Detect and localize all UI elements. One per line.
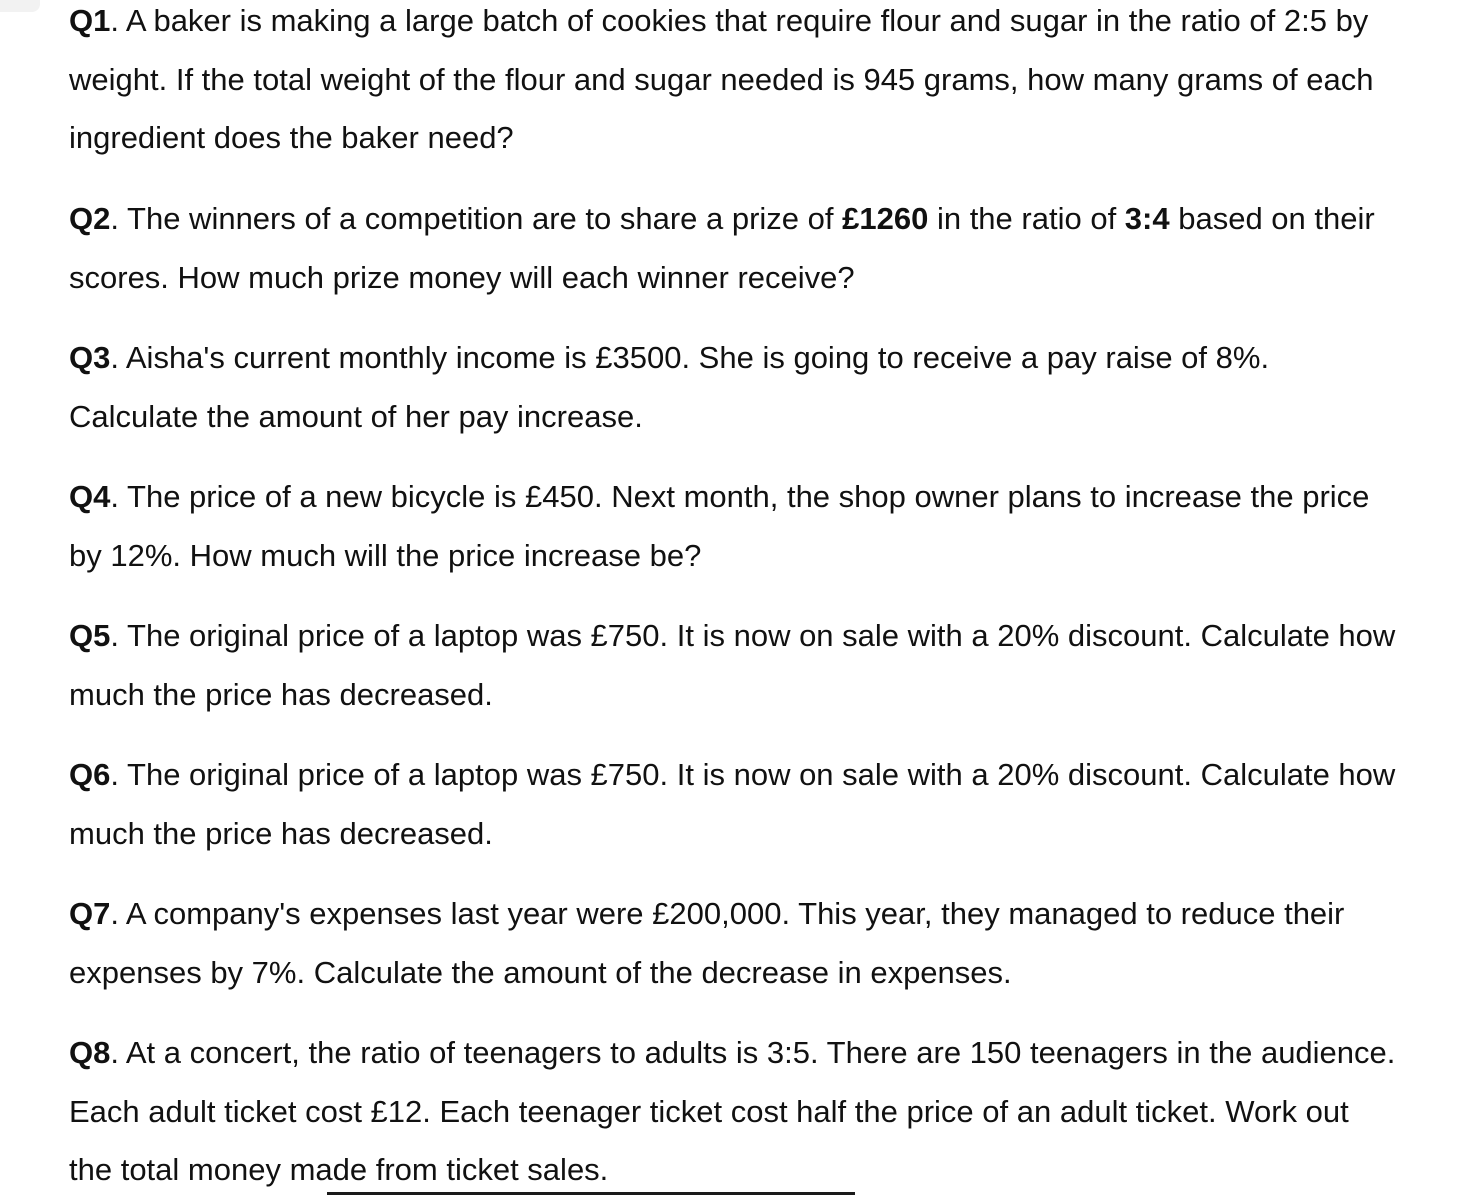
question-1 <box>69 0 1399 168</box>
question-text: . The winners of a competition are to share a prize of <box>110 201 843 236</box>
question-label: Q7 <box>69 896 111 931</box>
question-5 <box>69 607 1399 724</box>
question-label: Q3 <box>69 340 111 375</box>
question-text: . Aisha's current monthly income is £3500. She is going to receive a pay raise of 8%. Calculate the amount of her pay increase. <box>69 340 1270 434</box>
question-8 <box>69 1024 1399 1196</box>
question-label: Q8 <box>69 1035 111 1070</box>
question-2 <box>69 190 1399 307</box>
question-label: Q4 <box>69 479 111 514</box>
question-text: . At a concert, the ratio of teenagers to adults is 3:5. There are 150 teenagers in the audience. Each adult ticket cost £12. Each teenager ticket cost half the price of an adult ticket. Work out the total money made from ticket sales. <box>69 1035 1396 1187</box>
question-text: . A baker is making a large batch of cookies that require flour and sugar in the ratio of 2:5 by weight. If the total weight of the flour and sugar needed is 945 grams, how many grams of each ingredient does the baker need? <box>69 3 1374 155</box>
question-text: . The original price of a laptop was £750. It is now on sale with a 20% discount. Calculate how much the price has decreased. <box>69 618 1396 712</box>
question-text: based on their scores. How much prize money will each winner receive? <box>69 201 1375 295</box>
question-4 <box>69 468 1399 585</box>
question-3 <box>69 329 1399 446</box>
question-7 <box>69 885 1399 1002</box>
prize-ratio: 3:4 <box>1124 201 1170 236</box>
question-label: Q5 <box>69 618 111 653</box>
question-label: Q2 <box>69 201 111 236</box>
prize-amount: £1260 <box>842 201 929 236</box>
question-label: Q6 <box>69 757 111 792</box>
question-6 <box>69 746 1399 863</box>
question-text: . The original price of a laptop was £750. It is now on sale with a 20% discount. Calculate how much the price has decreased. <box>69 757 1396 851</box>
question-text: . The price of a new bicycle is £450. Next month, the shop owner plans to increase the price by 12%. How much will the price increase be? <box>69 479 1370 573</box>
question-label: Q1 <box>69 3 111 38</box>
question-text: in the ratio of <box>928 201 1125 236</box>
question-text: . A company's expenses last year were £200,000. This year, they managed to reduce their expenses by 7%. Calculate the amount of the decrease in expenses. <box>69 896 1345 990</box>
corner-tab <box>0 0 40 12</box>
bottom-divider <box>327 1192 855 1195</box>
